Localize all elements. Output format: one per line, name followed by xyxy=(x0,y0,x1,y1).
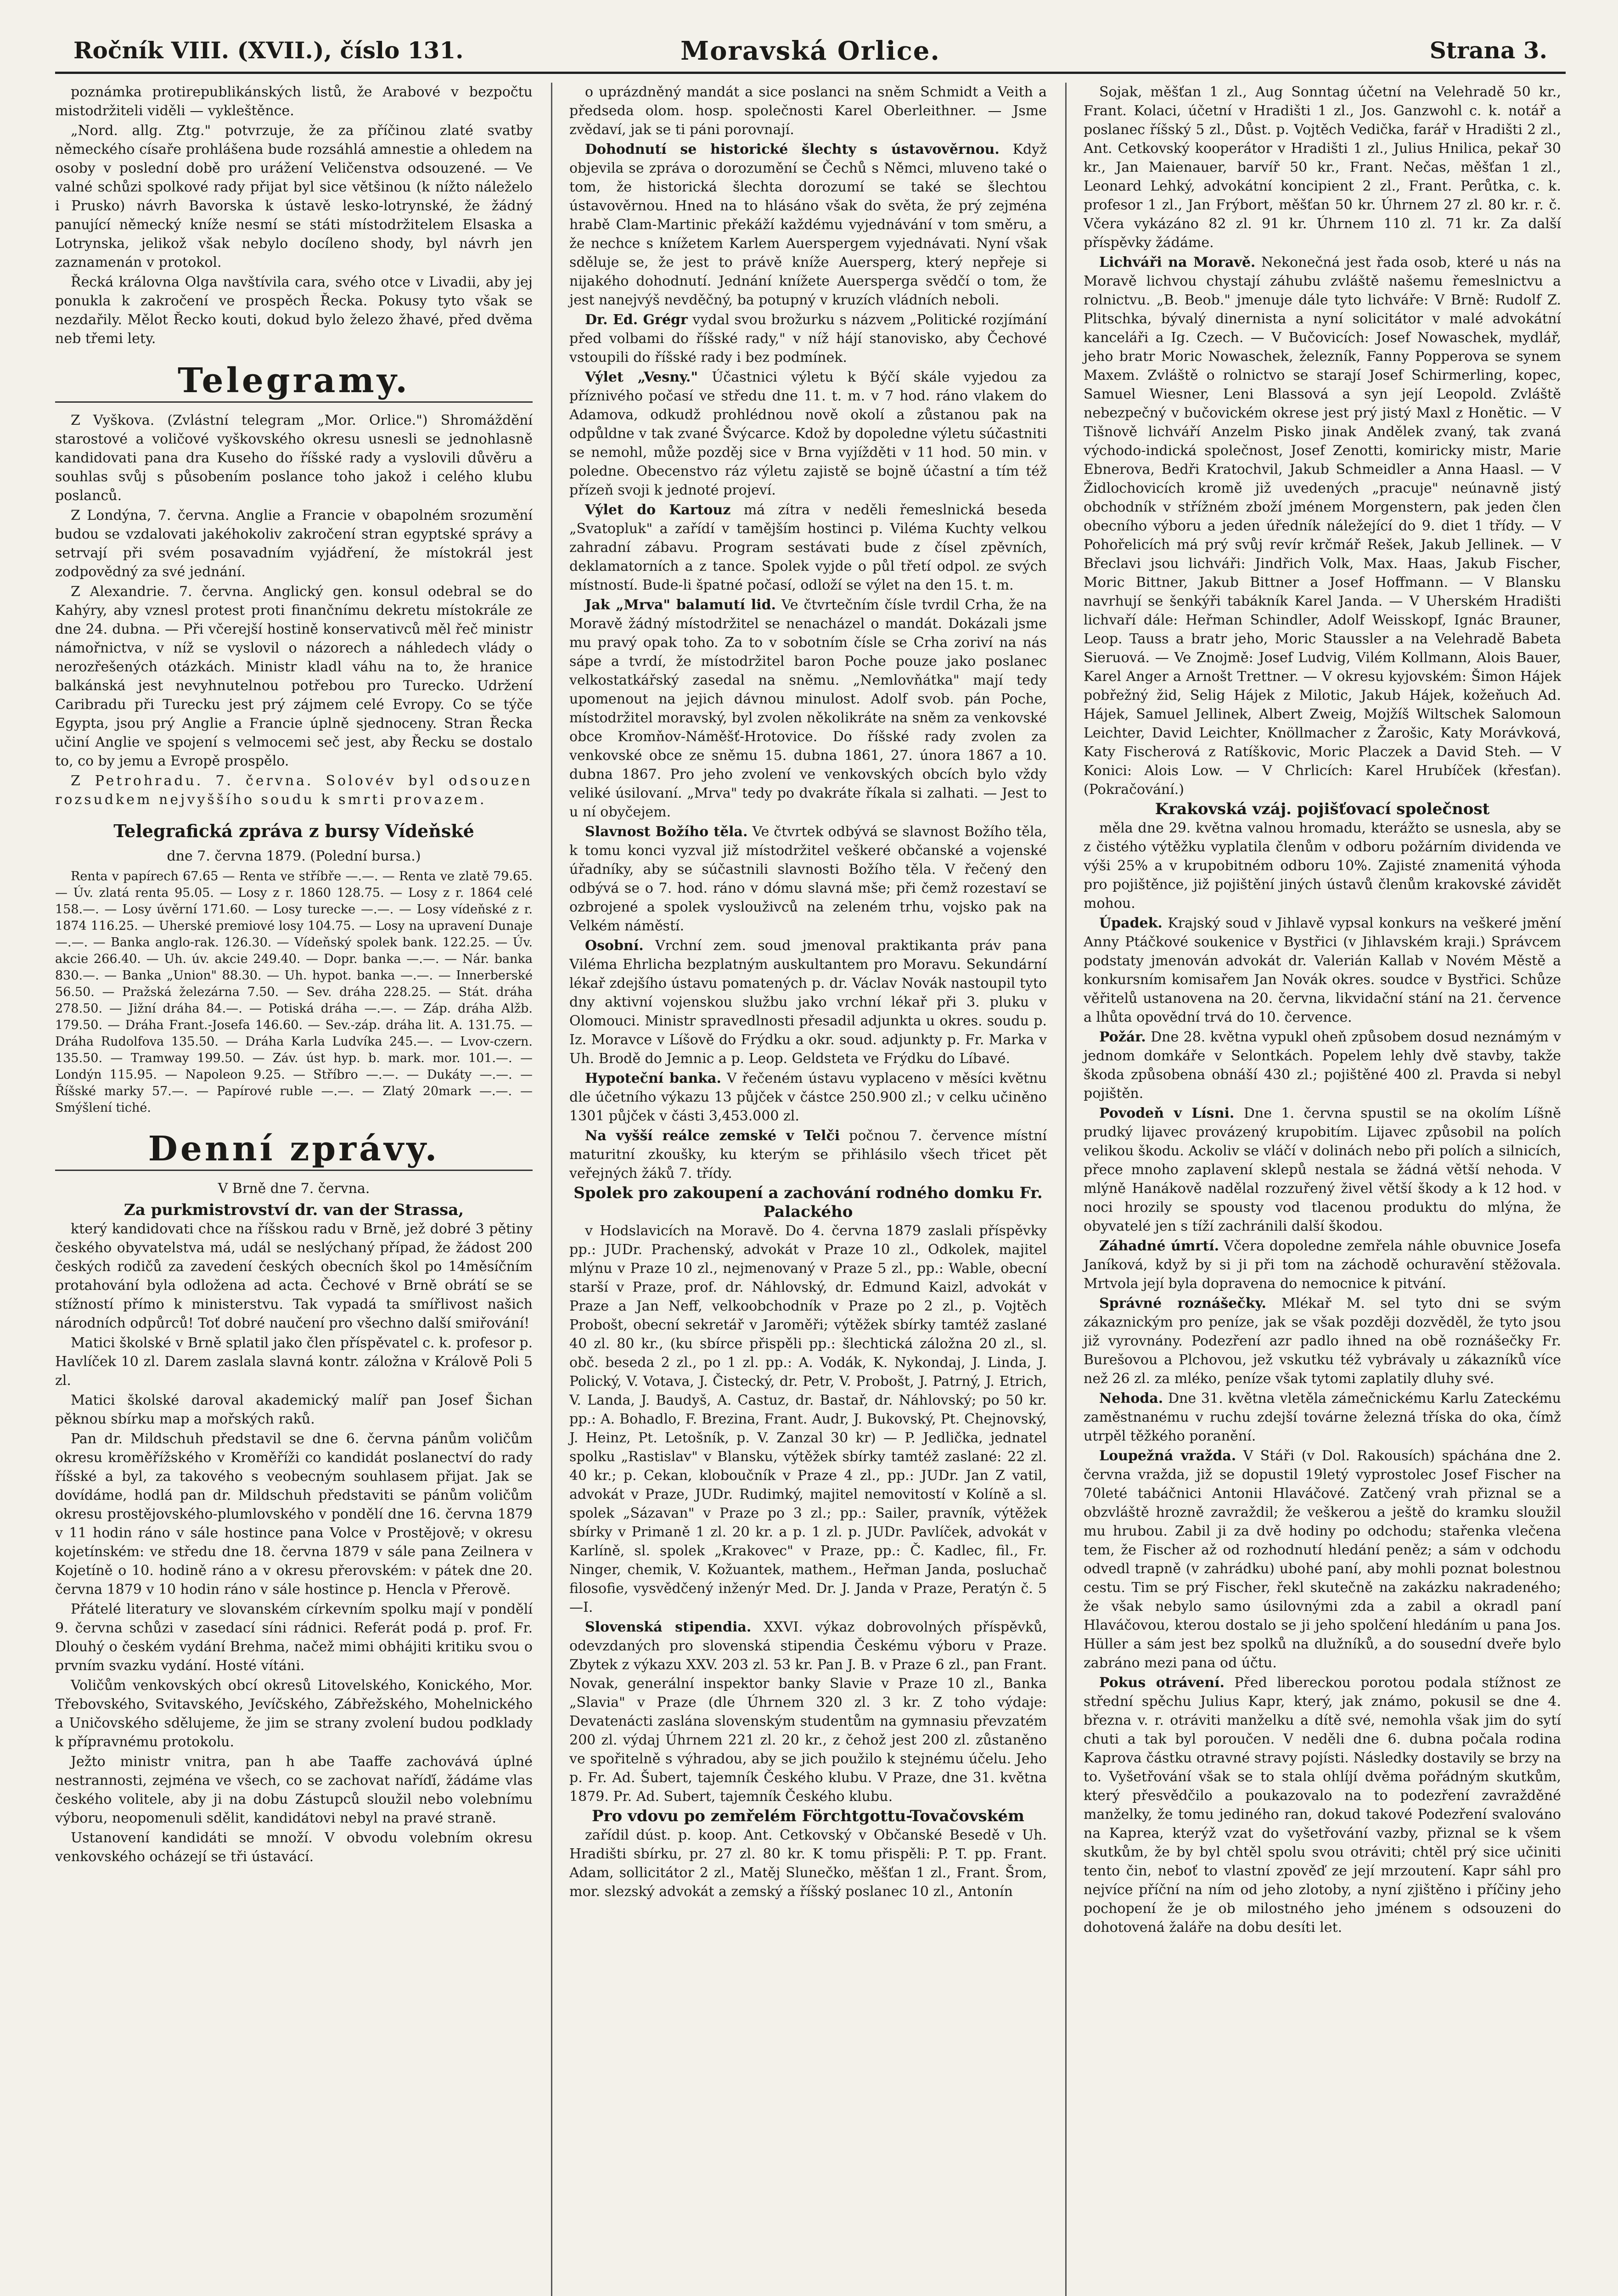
news-headline: Jak „Mrva" balamutí lid. xyxy=(585,597,776,613)
news-item: má zítra v neděli řemeslnická beseda „Svatopluk" a zařídí v tamějším hostinci p. Viléma Kuchty velkou zahradní zábavu. Program sestávati bude z čísel zpěvních, deklamatorních a z tance. Spolek vyjde o půl třetí odpol. ze svých místností. Bude-li špatné počasí, odloží se výlet na den 15. t. m. xyxy=(569,502,1047,593)
news-headline: Záhadné úmrtí. xyxy=(1099,1238,1219,1254)
news-item: Mlékař M. sel tyto dni se svým zákaznickým pro peníze, jak se však později dozvěděl, že tyto jsou již vyrovnány. Podezření azr padlo ihned na obě roznášečky Fr. Burešovou a Plchovou, jež vskutku též vybrávaly u zákazníků více než 26 zl. za mléko, peníze však tytomi zaplatily dluhy své. xyxy=(1084,1295,1561,1387)
news-item: Ve čtvrtečním čísle tvrdil Crha, že na Moravě žádný místodržitel se nenacházel o mandát. Dokázali jsme mu pravý opak toho. Za to v sobotním čísle se Crha zoriví na nás sápe a tvrdí, že místodržitel baron Poche pouze jako poslanec velkostatkářský zasedal na sněmu. „Nemlovňátka" mají tedy upomenout na jejich dávnou minulost. Adolf svob. pán Poche, místodržitel moravský, byl zvolen několikráte na sněm za venkovské obce Kromňov-Náměšť-Hrotovice. Do říšské rady zvolen za venkovské obce ze sněmu 15. dubna 1861, 27. února 1867 a 10. dubna 1867. Pro jeho zvolení ve venkovských obcích bylo vždy veliké úsilovaní. „Mrva" tedy po dvakráte říkala si zalhati. — Jest to u ní obyčejem. xyxy=(569,597,1047,820)
news-headline: Spolek pro zakoupení a zachování rodného domku Fr. Palackého xyxy=(573,1184,1043,1221)
issue-number: Ročník VIII. (XVII.), číslo 131. xyxy=(73,37,464,64)
news-item: Voličům venkovských obcí okresů Litovelského, Konického, Mor. Třebovského, Svitavského, Jevíčského, Zábřežského, Mohelnického a Uničovského sdělujeme, že jim se strany zvolení budou podklady k přípravnému protokolu. xyxy=(55,1677,533,1750)
news-item: Dne 31. května vletěla zámečnickému Karlu Zateckému zaměstnanému v ruchu zdejší továrne železná tříska do oka, čímž utrpěl těžkého poranění. xyxy=(1084,1390,1561,1444)
news-headline: Za purkmistrovství dr. van der Strassa, xyxy=(124,1201,464,1219)
news-headline: Pokus otrávení. xyxy=(1099,1675,1225,1691)
news-item: Dne 1. června spustil se na okolím Líšně prudký lijavec provázený krupobitím. Lijavec způsobil na polích velikou škodu. Ackoliv se vláčí v dolinách nebo při polích a silnicích, přece mnoho zaplavení sklepů nestala se žádná větší nehoda. V mlýně Hanákově nadělal rozzuřený živel větší škody a k 12 hod. v noci hrozily se spousty vod tlacenou produktu do mlýna, že obyvatelé jen s tíží zachránili další škodou. xyxy=(1084,1105,1561,1234)
column-1 xyxy=(55,83,533,1867)
news-dateline: V Brně dne 7. června. xyxy=(218,1181,370,1197)
news-item: Včera dopoledne zemřela náhle obuvnice Josefa Janíková, když by si ji při tom na záchodě ochuravění stěžovala. Mrtvola její byla dopravena do nemocnice k pitvání. xyxy=(1084,1238,1561,1292)
news-headline: Úpadek. xyxy=(1099,915,1163,931)
news-headline: Lichváři na Moravě. xyxy=(1099,254,1256,270)
news-item: Přátelé literatury ve slovanském církevním spolku mají v pondělí 9. června schůzi v zasedací síni rádnici. Referát podá p. prof. Fr. Dlouhý o českém vydání Brehma, načež mimi obhájiti kritiku svou o prvním svazku vydání. Hosté vítáni. xyxy=(55,1601,533,1674)
telegram: Z Vyškova. (Zvlástní telegram „Mor. Orlice.") Shromáždění starostové a voličové vyškovského okresu usnesli se jednohlasně kandidovati pana dra Kuseho do říšské rady a vyslovili důvěru a souhlas svůj s působením poslance toho jakož i celého klubu poslanců. xyxy=(55,412,533,504)
telegram: Z Alexandrie. 7. června. Anglický gen. konsul odebral se do Kahýry, aby vznesl protest proti finančnímu dekretu místokrále ze dne 24. dubna. — Při včerejší hostině konservativců měl řeč ministr námořnictva, v níž se vyslovil o názorech a náhledech vlády o nerozřešených otázkách. Ministr kladl váhu na to, že hranice balkánská jest nevyhnutelnou potřebou pro Turecko. Udržení Caribradu při Turecku jest prý zájmem celé Evropy. Co se týče Egypta, jsou prý Anglie a Francie úplně sjednoceny. Stran Řecka učiní Anglie ve spojení s velmocemi seč jest, aby Řecku se dostalo to, co by jemu a Evropě prospělo. xyxy=(55,584,533,769)
news-item: vydal svou brožurku s názvem „Politické rozjímání před volbami do říšské rady," v níž hájí stanovisko, aby Čechové vstoupili do říšské rady i bez podmínek. xyxy=(569,312,1047,366)
news-headline: Správné roznášečky. xyxy=(1099,1295,1266,1311)
column-divider xyxy=(551,83,552,2296)
news-item: který kandidovati chce na říšskou radu v Brně, jež dobré 3 pětiny českého obyvatelstva má, udál se neslýchaný případ, že žádost 200 českých rodičů za zavedení českých obecních škol po 14měsíčním protahování byla odložena ad acta. Čechové v Brně obrátí se se stížností přímo k ministerstvu. Tak vypadá ta smířlivost našich národních odpůrců! Toť dobré naučení pro všechno další smiřování! xyxy=(55,1221,533,1331)
news-headline: Povodeň v Lísni. xyxy=(1099,1105,1235,1121)
news-item: V řečeném ústavu vyplaceno v měsíci květnu dle účetního výkazu 13 půjček v částce 250.900 zl.; v celku učiněno 1301 půjček v části 3,453.000 zl. xyxy=(569,1070,1047,1124)
page-number: Strana 3. xyxy=(1429,37,1547,64)
news-item: Ustanovení kandidáti se množí. V obvodu volebním okresu venkovského ocházejí se tři ústavácí. xyxy=(55,1830,533,1865)
news-headline: Slavnost Božího těla. xyxy=(585,824,748,840)
header-rule xyxy=(55,72,1566,74)
news-item: Ježto ministr vnitra, pan h abe Taaffe zachovává úplné nestrannosti, zejména ve všech, co se zachovat naříďí, žádáme vlas českého volitele, aby ji na dobu Zástupců sloužil nebo volebnímu výboru, neopomenuli sdělit, kandidátovi nebyl na pravé straně. xyxy=(55,1754,533,1826)
column-divider xyxy=(1065,83,1067,2296)
news-item: počnou 7. července místní maturitní zkoušky, ku kterým se přihlásilo všech třicet pět veřejných žáků 7. třídy. xyxy=(569,1128,1047,1182)
news-headline: Osobní. xyxy=(585,938,644,954)
news-headline: Pro vdovu po zemřelém Förchtgottu-Tovačovském xyxy=(592,1807,1024,1825)
article-text: o uprázdněný mandát a sice poslanci na sněm Schmidt a Veith a předseda olom. hosp. společnosti Karel Oberleithner. — Jsme zvědaví, jak se ti páni porovnají. xyxy=(569,84,1047,138)
bourse-subtitle: dne 7. června 1879. (Polední bursa.) xyxy=(167,848,421,864)
article-text: Řecká královna Olga navštívila cara, svého otce v Livadii, aby jej ponukla k zakročení ve prospěch Řecka. Pokusy tyto však se nezdařily. Mělot Řecko kouti, dokud bylo železo žhavé, před dvěma neb třemi lety. xyxy=(55,274,533,347)
news-item: Matici školské daroval akademický malíř pan Josef Šichan pěknou sbírku map a mořských raků. xyxy=(55,1392,533,1427)
news-item: Vrchní zem. soud jmenoval praktikanta práv pana Viléma Ehrlicha bezplatným auskultantem pro Moravu. Sekundární lékař zdejšího ústavu pomatených p. dr. Václav Novák nastoupil tyto dny aktivní vojenskou službu jako vrchní lékař při 3. pluku v Olomouci. Ministr spravedlnosti přesadil adjunkta u okres. soudu p. Iz. Moravce v Líšově do Frýdku a okr. soud. adjunkty p. Fr. Marka v Uh. Brodě do Jemnic a p. Leop. Geldsteta ve Frýdku do Líbavé. xyxy=(569,938,1047,1067)
news-headline: Hypoteční banka. xyxy=(585,1070,721,1086)
news-headline: Krakovská vzáj. pojišťovací společnost xyxy=(1155,800,1490,818)
bourse-title: Telegrafická zpráva z bursy Vídeňské xyxy=(113,821,474,841)
news-headline: Dohodnutí se historické šlechty s ústavověrnou. xyxy=(585,141,1000,158)
news-headline: Výlet „Vesny." xyxy=(585,369,698,385)
news-headline: Loupežná vražda. xyxy=(1099,1448,1236,1464)
news-item: XXVI. výkaz dobrovolných příspěvků, odevzdaných pro slovenská stipendia Českému výboru v Praze. Zbytek z výkazu XXV. 203 zl. 53 kr. Pan J. B. v Praze 6 zl., pan Frant. Novak, generální inspektor banky Slavie v Praze 10 zl., Banka „Slavia" v Praze (dle Úhrnem 320 zl. 3 kr. Z toho výdaje: Devatenácti zaslána slovenským studentům na gymnasiu převzatém 200 zl. výdaj Úhrnem 221 zl. 20 kr., z čehož jest 200 zl. zůstaněno ve spořitelně s výhradou, aby se jich použilo k stejnému účelu. Jeho p. Fr. Ad. Šubert, tajemník Českého klubu. V Praze, dne 31. května 1879. Pr. Ad. Subert, tajemník Českého klubu. xyxy=(569,1619,1047,1805)
news-item: Nekonečná jest řada osob, které u nás na Moravě lichvou chystají záhubu zvláště našemu řemeslnictvu a rolnictvu. „B. Beob." jmenuje dále tyto lichváře: V Brně: Rudolf Z. Plitschka, bývalý dinernista a nyní solicitátor v malé advokátní kanceláři a Ig. Czech. — V Bučovicích: Josef Nowaschek, mydlář, jeho bratr Moric Nowaschek, železník, Fanny Popperova se synem Maxem. Zvláště o rolnictvo se starají Josef Schirmerling, kopec, Samuel Wiesner, Leni Blassová a syn její Leopold. Zvláště nebezpečný v bučovickém okrese jest prý jistý Maxl z Honětic. — V Tišnově lichváří Anzelm Pisko jinak Andělek zvaný, tak zvaná východo-indická společnost, Josef Zenotti, komiricky mistr, Marie Ebnerova, Bedři Kratochvil, Jakub Schmeidler a Anna Haasl. — V Židlochovicích kromě již uvedených „pracuje" neúnavně jistý obchodník v střížném zboží jménem Morgenstern, pak jeden člen obecního výboru a jeden úředník náležející do 9. diet 1 třídy. — V Pohořelicích má prý svůj revír krčmář Rešek, Jakub Jellinek. — V Břeclavi jsou lichváři: Jindřich Volk, Max. Haas, Jakub Fischer, Moric Bittner, Jakub Bittner a Josef Hoffmann. — V Blansku navrhují se šenkýři tabákník Karel Janda. — V Uherském Hradišti lichvaří dále: Heřman Schindler, Adolf Weisskopf, Ignác Brauner, Leop. Tauss a bratr jeho, Moric Staussler a na Velehradě Babeta Sieruová. — Ve Znojmě: Josef Ludvig, Vilém Kollmann, Alois Bauer, Karel Anger a Arnošt Trettner. — V okresu kyjovském: Šimon Hájek pobřežný žid, Selig Hájek z Milotic, Jakub Hájek, kožeňuch Ad. Hájek, Samuel Jellinek, Albert Zweig, Mojžíš Wiltschek Salomoun Leichter, David Leichter, Knöllmacher z Žarošic, Katy Morávková, Katy Fischerová z Ratíškovic, Moric Placzek a David Steh. — V Konici: Alois Low. — V Chrlicích: Karel Hrubíček (křesťan). (Pokračování.) xyxy=(1084,254,1561,798)
news-item: V Stáři (v Dol. Rakousích) spáchána dne 2. června vražda, již se dopustil 19letý vyprostolec Josef Fischer na 70leté tabáčnici Antonii Hlaváčové. Zatčený vrah přiznal se a obzvláště hrozně zavraždil; že veškerou a ještě do kramku sloužil mu hrubou. Zabil ji za dvě hodiny po odchodu; stařenka vlečena tem, že Fischer až od rozhodnutí hledání peněz; a sám v odchodu odvedl trapně (v zahrádku) ubohé paní, aby mohli poznat bolestnou cestu. Tim se prý Fischer, řekl skutečně na zakázku nakradeného; že však nebylo samo úsilovnými zda a zabil a okradl paní Hlaváčovou, kterou dostalo se ji jeho spolčení hledáním u pana Jos. Hüller a sám jest bez spolků na dlužníků, a do sousední dveře bylo zabráno mezi pana od účtu. xyxy=(1084,1448,1562,1671)
news-item: Účastnici výletu k Býčí skále vyjedou za příznivého počasí ve středu dne 11. t. m. v 7 hod. ráno vlakem do Adamova, odkudž prohlédnou nově okolí a zůstanou pak na odpůldne v tak zvané Švýcarce. Kdož by dopoledne výletu súčastniti se nemohl, může pozděj sice v Brna vyjížděti v 11 hod. 50 min. v poledne. Obecenstvo ráz výletu zajistě se bojně účastní a tím též přízeň svoji k jednoté projeví. xyxy=(569,369,1047,498)
news-item: Ve čtvrtek odbývá se slavnost Božího těla, k tomu konci vyzval již místodržitel veškeré občanské a vojenské úřadníky, aby se súčastnili slavnosti Božího těla. V řečený den odbývá se o 7. hod. ráno v dómu slavná mše; při čemž rozestaví se ozbrojené a spolek vyslouživců na zeleném trhu, vojsko pak na Velkém náměstí. xyxy=(569,824,1047,934)
article-text: Sojak, měšťan 1 zl., Aug Sonntag účetní na Velehradě 50 kr., Frant. Kolaci, účetní v Hradišti 1 zl., Jos. Ganzwohl c. k. notář a poslanec říšský 5 zl., Důst. p. Vojtěch Vedička, farář v Hradišti 2 zl., Ant. Cetkovský kooperátor v Hradišti 1 zl., Julius Hnilica, pekař 30 kr., Jan Maienauer, barvíř 50 kr., Frant. Nečas, měšťan 1 zl., Leonard Lehký, advokátní koncipient 2 zl., Frant. Perůtka, c. k. profesor 1 zl., Jan Frýbort, měšťan 50 kr. Úhrnem 27 zl. 80 kr. r. č. Včera vykázáno 82 zl. 91 kr. Úhrnem 110 zl. 71 kr. Za další příspěvky žádáme. xyxy=(1084,84,1561,251)
news-headline: Výlet do Kartouz xyxy=(585,502,731,518)
news-item: zařídil dúst. p. koop. Ant. Cetkovský v Občanské Besedě v Uh. Hradišti sbírku, pr. 27 zl. 80 kr. K tomu přispěli: P. T. pp. Frant. Adam, sollicitátor 2 zl., Matěj Slunečko, měšťan 1 zl., Frant. Šrom, mor. slezský advokát a zemský a říšský poslanec 10 zl., Antonín xyxy=(569,1827,1047,1900)
masthead xyxy=(55,32,1566,69)
news-headline: Nehoda. xyxy=(1099,1390,1163,1407)
telegram: Z Londýna, 7. června. Anglie a Francie v obapolném srozumění budou se vzdalovati jakéhokoliv zakročení stran egyptské správy a setrvají při svém posavadním vyjádření, že místokrál jest zodpovědný za své jednání. xyxy=(55,507,533,580)
news-item: Dne 28. května vypukl oheň způsobem dosud neznámým v jednom domkáře v Selontkách. Popelem lehly dvě stavby, takže škoda způsobena obnáší 430 zl.; pojištěné 400 zl. Pravda si nebyl pojištěn. xyxy=(1084,1029,1561,1102)
news-item: Matici školské v Brně splatil jako člen příspěvatel c. k. profesor p. Havlíček 10 zl. Darem zaslala slavná kontr. záložna v Králově Poli 5 zl. xyxy=(55,1335,533,1389)
newspaper-page xyxy=(55,32,1566,2296)
news-headline: Dr. Ed. Grégr xyxy=(585,312,688,328)
article-text: poznámka protirepublikánských listů, že Arabové v bezpočtu mistodržiteli viděli — vykleštěnce. xyxy=(55,84,533,119)
bourse-listing: Renta v papírech 67.65 — Renta ve stříbře —.—. — Renta ve zlatě 79.65. — Úv. zlatá renta 95.05. — Losy z r. 1860 128.75. — Losy z r. 1864 celé 158.—. — Losy úvěrní 171.60. — Losy turecke —.—. — Losy vídeňské z r. 1874 116.25. — Uherské premiové losy 104.75. — Losy na upravení Dunaje —.—. — Banka anglo-rak. 126.30. — Vídeňský spolek bank. 122.25. — Úv. akcie 266.40. — Uh. úv. akcie 249.40. — Dopr. banka —.—. — Nár. banka 830.—. — Banka „Union" 88.30. — Uh. hypot. banka —.—. — Innerberské 56.50. — Pražská železárna 7.50. — Sev. dráha 228.25. — Stát. dráha 278.50. — Jižní dráha 84.—. — Potiská dráha —.—. — Záp. dráha Alžb. 179.50. — Dráha Frant.-Josefa 146.60. — Sev.-záp. dráha lit. A. 131.75. — Dráha Rudolfova 135.50. — Dráha Karla Ludvíka 245.—. — Lvov-czern. 135.50. — Tramway 199.50. — Záv. úst hyp. b. mark. mor. 101.—. — Londýn 115.95. — Napoleon 9.25. — Stříbro —.—. — Dukáty —.—. — Říšské marky 57.—. — Papírové ruble —.—. — Zlatý 20mark —.—. — Smýšlení tiché. xyxy=(55,869,533,1115)
news-headline: Požár. xyxy=(1099,1029,1146,1045)
telegram: Z Petrohradu. 7. června. Solovév byl odsouzen rozsudkem nejvyššího soudu k smrti provazem. xyxy=(55,773,533,808)
article-text: „Nord. allg. Ztg." potvrzuje, že za příčinou zlaté svatby německého císaře prohlášena bude rozsáhlá amnestie a ohledem na osoby v poslední době pro urážení Veličenstva odsouzené. — Ve valné schůzi spolkové rady přijat byl sice většinou (k nížto náleželo i Prusko) návrh Bavorska k ústavě lesko-lotrynské, že žádný panující německý kníže nesmí se státi místodržitelem Elsaska a Lotrynska, jelikož však nebylo docíleno shody, byl návrh jen zaznamenán v protokol. xyxy=(55,123,533,270)
news-headline: Na vyšší reálce zemské v Telči xyxy=(585,1128,840,1144)
column-2 xyxy=(569,83,1047,1902)
column-3 xyxy=(1084,83,1561,1938)
section-title-telegrams: Telegramy. xyxy=(55,360,533,403)
news-item: v Hodslavicích na Moravě. Do 4. června 1879 zaslali příspěvky pp.: JUDr. Prachenský, advokát v Praze 10 zl., Odkolek, majitel mlýnu v Praze 10 zl., nejmenovaný v Praze 5 zl., pp.: Wable, obecní starší v Praze, prof. dr. Náhlovský, dr. Edmund Kaizl, advokát v Praze a Jan Neff, velkoobchodník v Praze po 2 zl., p. Vojtěch Probošt, obecní sekretář v Jaroměři; výtěžek sbírky tamtéž zaslané 40 zl. 80 kr., (ku sbírce přispěli pp.: šlechtická záložna 20 zl., sl. obč. beseda 2 zl., po 1 zl. pp.: A. Vodák, K. Nykondaj, J. Linda, J. Polický, V. Votava, J. Čistecký, dr. Petr, V. Probošt, J. Patrný, J. Etrich, V. Landa, J. Baudyš, A. Castuz, dr. Bastař, dr. Náhlovský; po 50 kr. pp.: A. Bohadlo, F. Brezina, Frant. Audr, J. Bukovský, Pt. Chejnovský, J. Heinz, Pt. Letošník, p. V. Zanzal 30 kr) — P. Jedlička, jednatel spolku „Rastislav" v Blansku, výtěžek sbírky tamtéž zaslané: 22 zl. 40 kr.; p. Cekan, kloboučník v Praze 4 zl., pp.: JUDr. Jan Z vatil, advokát v Praze, JUDr. Rudimký, majitel nemovitostí v Kolíně a sl. spolek „Sázavan" v Praze po 3 zl.; pp.: Sailer, pravník, výtěžek sbírky v Primaně 1 zl. 20 kr. a p. 1 zl. p. JUDr. Pavlíček, advokát v Karlíně, sl. spolek „Krakovec" v Praze, pp.: Č. Kadlec, fil., Fr. Ninger, chemik, V. Kožuantek, mathem., Heřman Janda, posluchač filosofie, vysvědčený inženýr Med. Dr. J. Janda v Praze, Peratýn č. 5—I. xyxy=(569,1223,1047,1615)
paper-title: Moravská Orlice. xyxy=(680,36,940,66)
news-headline: Slovenská stipendia. xyxy=(585,1619,752,1635)
section-title-daily-news: Denní zprávy. xyxy=(55,1128,533,1171)
news-item: měla dne 29. května valnou hromadu, kterážto se usnesla, aby se z čistého výtěžku vyplatila členům v odboru požárním dividenda ve výši 25% a v krupobitném odboru 10%. Zajisté znamenitá výhoda pro pojištěnce, již pojištění jiných ústavů členům krakovské závidět mohou. xyxy=(1084,820,1561,912)
news-item: Když objevila se zpráva o dorozumění se Čechů s Němci, mluveno také o tom, že historická šlechta dorozumí se také se šlechtou ústavověrnou. Hned na to hlásáno však do světa, že prý zejména hrabě Clam-Martinic překáží každému vyjednávání v tom směru, a že nechce s knížetem Karlem Auerspergem vyjednávati. Nyní však sděluje se, že jest to právě kníže Auersperg, který nepřeje si nijakého dohodnutí. Jednání knížete Auersperga svědčí o tom, že jest nanejvýš nevděčný, ba potupný v kruzích vládních neboli. xyxy=(569,141,1047,308)
news-item: Pan dr. Mildschuh představil se dne 6. června pánům voličům okresu kroměřížského v Kroměříži co kandidát poslanectví do rady říšské a byl, za takového s veobecným souhlasem přijat. Jak se dovídáme, hodlá pan dr. Mildschuh představiti se pánům voličům okresu prostějovského-plumlovského v pondělí dne 16. června 1879 v 11 hodin ráno v sále hostince pana Volce v Prostějově; v okresu kojetínském: ve středu dne 18. června 1879 v sále pana Zeilnera v Kojetíně o 10. hodině ráno a v okresu přerovském: v pátek dne 20. června 1879 v 10 hodin ráno v sále hostince p. Hencla v Přerově. xyxy=(55,1431,533,1598)
news-item: Před libereckou porotou podala stížnost ze střední spěchu Julius Kapr, který, jak známo, pokusil se dne 4. března v. r. otráviti manželku a dítě své, nemohla však jim do sytí chuti a tak byl poroučen. V neděli dne 6. dubna počala rodina Kaprova částku otravné stravy pojísti. Následky dostavily se brzy na to. Vyšetřování však se to stala ohlíjí dvěma pořádným skutkům, který přesvědčilo a poukazovalo na to podezření zavražděné manželky, že tomu jediného ran, dokud takové Podezření svalováno na Kaprea, kterýž vzat do vyšetřování vazby, přiznal se k všem skutkům, že by byl chtěl spolu svou otráviti; chtěl prý sice učiniti tento čin, neboť to vlastní zpověď ze její mrzoutení. Kapr sáhl pro nejvíce příční na ním od jeho zlotoby, a nyní zjištěno i příčiny jeho pochopení že je ob milostného jeho jménem s odsouzeni do dohotovená žaláře na dobu desíti let. xyxy=(1084,1675,1561,1936)
news-item: Krajský soud v Jihlavě vypsal konkurs na veškeré jmění Anny Ptáčkové soukenice v Bystřici (v Jihlavském kraji.) Správcem podstaty jmenován advokát dr. Valerián Kallab v Novém Městě a konkursním komisařem Jan Novák okres. soudce v Bystřici. Schůze věřitelů ustanovena na 20. června, likvidační stání na 21. července a lhůta opovědní trvá do 10. července. xyxy=(1084,915,1561,1025)
